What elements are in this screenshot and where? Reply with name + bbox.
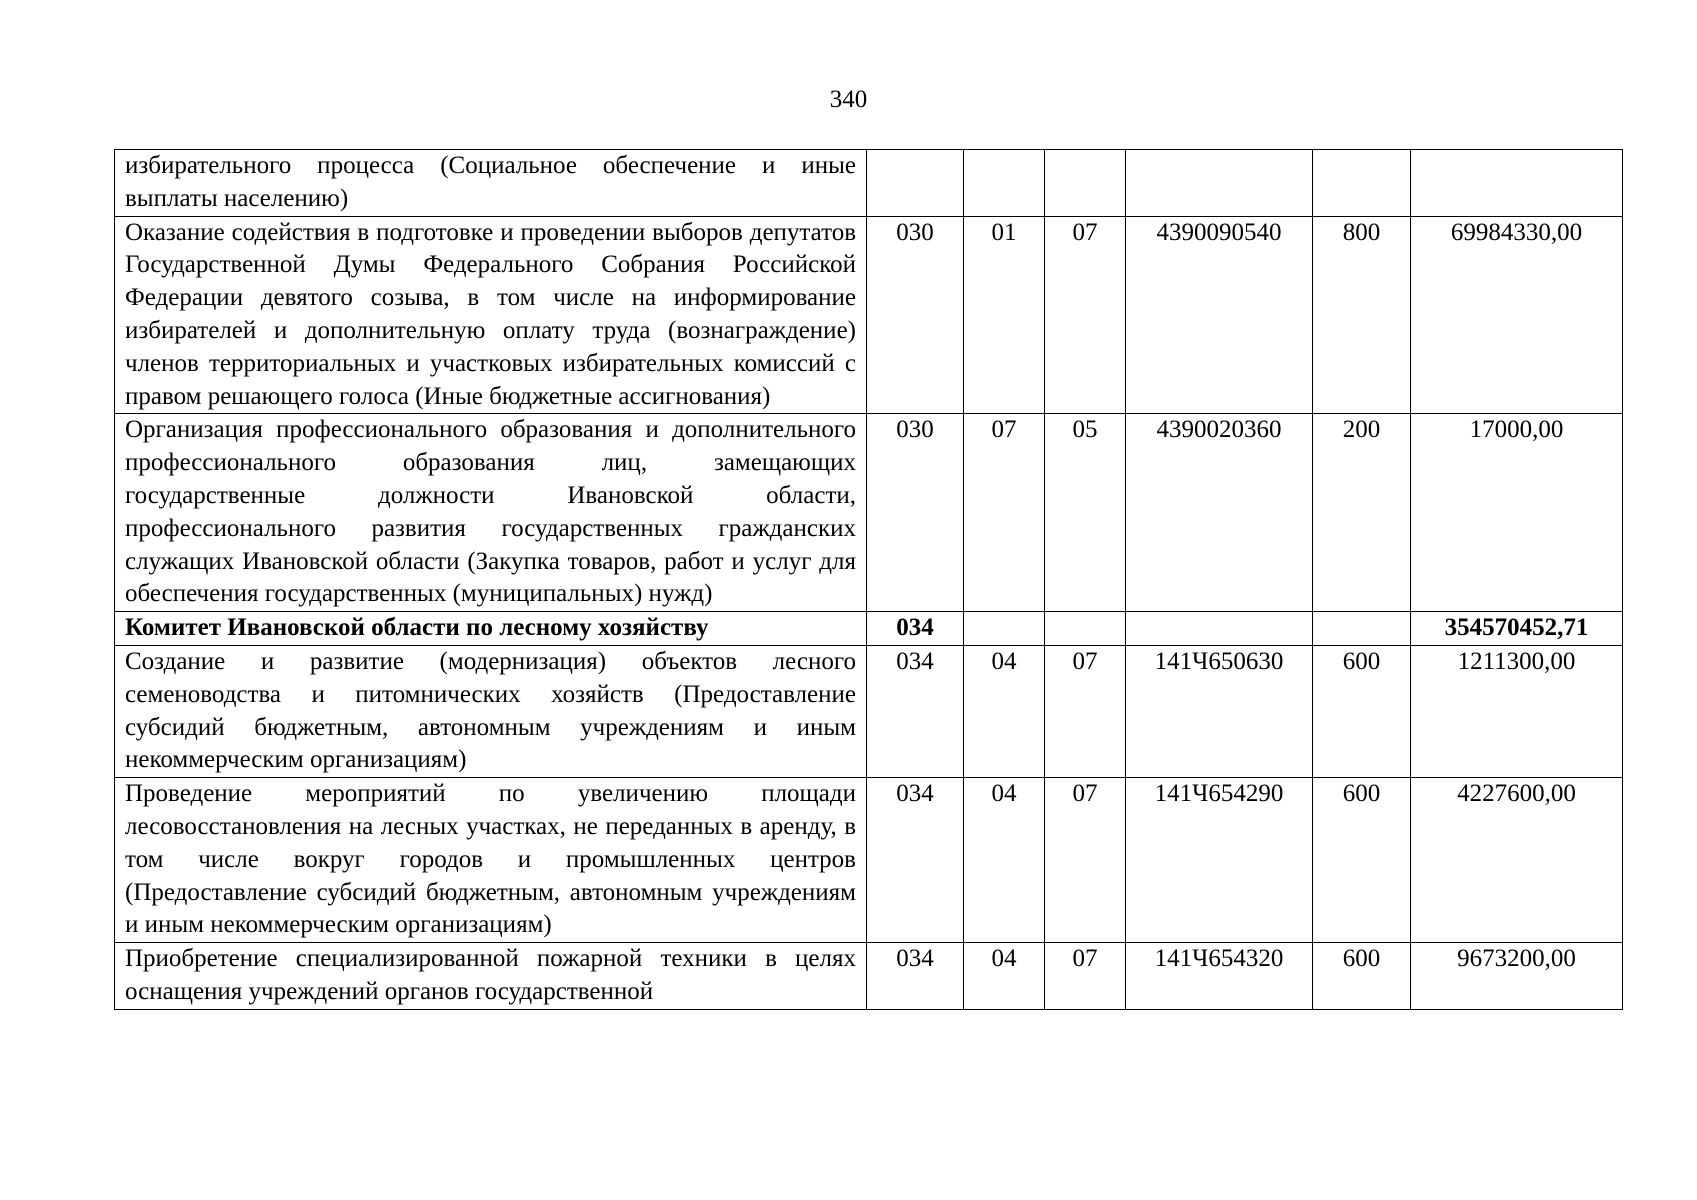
row-ved-code: 034 [867, 943, 964, 1010]
row-target-article [1126, 612, 1313, 646]
row-sum: 4227600,00 [1411, 778, 1623, 943]
row-section-code: 04 [964, 778, 1045, 943]
row-subsection-code: 07 [1045, 778, 1126, 943]
row-expense-type [1313, 150, 1411, 217]
row-section-code: 04 [964, 645, 1045, 777]
table-row [115, 645, 1623, 777]
row-description: избирательного процесса (Социальное обеспечение и иные выплаты населению) [115, 150, 867, 217]
row-ved-code: 034 [867, 612, 964, 646]
row-target-article [1126, 150, 1313, 217]
row-sum: 17000,00 [1411, 414, 1623, 612]
row-expense-type: 600 [1313, 645, 1411, 777]
row-sum [1411, 150, 1623, 217]
row-sum: 9673200,00 [1411, 943, 1623, 1010]
row-target-article: 141Ч654290 [1126, 778, 1313, 943]
row-description: Приобретение специализированной пожарной техники в целях оснащения учреждений органов государственной [115, 943, 867, 1010]
row-subsection-code [1045, 612, 1126, 646]
row-description: Оказание содействия в подготовке и проведении выборов депутатов Государственной Думы Федерального Собрания Российской Федерации девятого созыва, в том числе на информирование избирателей и дополнительную оплату труда (вознаграждение) членов территориальных и участковых избирательных комиссий с правом решающего голоса (Иные бюджетные ассигнования) [115, 216, 867, 414]
row-sum: 354570452,71 [1411, 612, 1623, 646]
row-subsection-code: 05 [1045, 414, 1126, 612]
table-row [115, 778, 1623, 943]
row-section-code: 01 [964, 216, 1045, 414]
row-description: Организация профессионального образования и дополнительного профессионального образования лиц, замещающих государственные должности Ивановской области, профессионального развития государственных гражданских служащих Ивановской области (Закупка товаров, работ и услуг для обеспечения государственных (муниципальных) нужд) [115, 414, 867, 612]
row-target-article: 141Ч654320 [1126, 943, 1313, 1010]
row-section-code: 07 [964, 414, 1045, 612]
row-description: Создание и развитие (модернизация) объектов лесного семеноводства и питомнических хозяйств (Предоставление субсидий бюджетным, автономным учреждениям и иным некоммерческим организациям) [115, 645, 867, 777]
row-sum: 1211300,00 [1411, 645, 1623, 777]
row-expense-type: 600 [1313, 943, 1411, 1010]
row-ved-code: 034 [867, 778, 964, 943]
row-ved-code [867, 150, 964, 217]
row-ved-code: 030 [867, 414, 964, 612]
row-ved-code: 030 [867, 216, 964, 414]
row-section-code: 04 [964, 943, 1045, 1010]
page-number: 340 [829, 86, 868, 113]
row-subsection-code: 07 [1045, 216, 1126, 414]
row-subsection-code: 07 [1045, 943, 1126, 1010]
row-description: Проведение мероприятий по увеличению площади лесовосстановления на лесных участках, не переданных в аренду, в том числе вокруг городов и промышленных центров (Предоставление субсидий бюджетным, автономным учреждениям и иным некоммерческим организациям) [115, 778, 867, 943]
table-row-committee-total [115, 612, 1623, 646]
row-section-code [964, 612, 1045, 646]
row-expense-type [1313, 612, 1411, 646]
table-row [115, 943, 1623, 1010]
budget-table [114, 149, 1623, 1010]
row-expense-type: 200 [1313, 414, 1411, 612]
table-row [115, 150, 1623, 217]
row-expense-type: 600 [1313, 778, 1411, 943]
row-subsection-code: 07 [1045, 645, 1126, 777]
row-target-article: 141Ч650630 [1126, 645, 1313, 777]
row-target-article: 4390020360 [1126, 414, 1313, 612]
row-sum: 69984330,00 [1411, 216, 1623, 414]
row-ved-code: 034 [867, 645, 964, 777]
row-description: Комитет Ивановской области по лесному хозяйству [115, 612, 867, 646]
table-row [115, 414, 1623, 612]
row-expense-type: 800 [1313, 216, 1411, 414]
row-section-code [964, 150, 1045, 217]
row-subsection-code [1045, 150, 1126, 217]
table-row [115, 216, 1623, 414]
row-target-article: 4390090540 [1126, 216, 1313, 414]
